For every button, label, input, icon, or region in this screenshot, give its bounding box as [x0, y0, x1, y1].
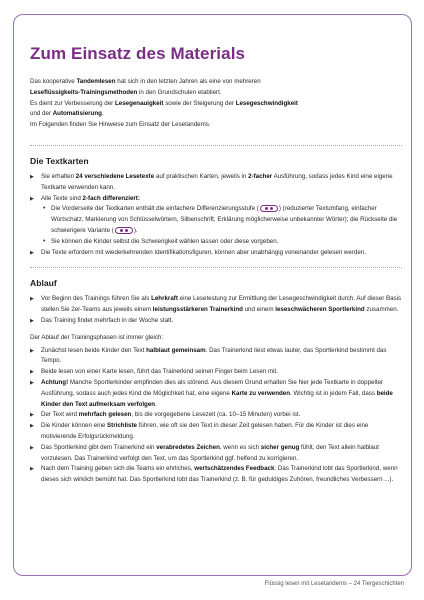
list-item: ▶ Der Text wird mehrfach gelesen, bis die vorgegebene Lesezeit (ca. 10–15 Minuten) vorbei ist.: [30, 410, 402, 421]
differentiation-sublist: [41, 204, 402, 247]
list-item: ▶ Vor Beginn des Trainings führen Sie als Lehrkraft eine Lesetestung zur Ermittlung der Lesegeschwindigkeit durch. Auf dieser Basis stellen Sie 2er-Teams aus jeweils einem leistungsstärkeren Trainerkind und einem leseschwächeren Sportlerkind zusammen.: [30, 294, 402, 316]
page-content: [30, 30, 402, 486]
list-item: ▶ Alle Texte sind 2-fach differenziert: • Die Vorderseite der Textkarten enthält die einfachere Differenzierungsstufe ( ) (reduzierter Textumfang, einfacher Wortschatz, Markierung von Schlüsselwörtern, Silbenschrift, Erklärung möglicherweise unbekannter Wörter); die Rückseite die schwierigere Variante ( ). • Sie können die Kinder selbst die Schwierigkeit wählen lassen oder diese vorgeben.: [30, 194, 402, 248]
list-item: ▶ Das Sportlerkind gibt dem Trainerkind ein verabredetes Zeichen, wenn es sich sicher genug fühlt, den Text allein halblaut vorzulesen. Das Trainerkind verfolgt den Text, um das Sportlerkind ggf. helfend zu korrigieren.: [30, 443, 402, 465]
list-item: ▶ Achtung! Manche Sportlerkinder empfinden dies als störend. Aus diesem Grund erhalten Sie hier jede Textkarte in doppelter Ausführung, sodass auch jedes Kind die Möglichkeit hat, eine eigene Karte zu verwenden. Wichtig ist in jedem Fall, dass beide Kinder den Text aufmerksam verfolgen.: [30, 378, 402, 410]
intro-paragraph: Das kooperative Tandemlesen hat sich in den letzten Jahren als eine von mehreren Leseflüssigkeits-Trainingsmethoden in den Grundschulen etabliert. Es dient zur Verbesserung der Lesegenauigkeit sowie der Steigerung der Lesegeschwindigkeit und der Automatisierung. Im Folgenden finden Sie Hinweise zum Einsatz der Lesetandems.: [30, 78, 298, 129]
level-hard-icon: [115, 227, 133, 234]
ablauf-list: [30, 294, 402, 326]
list-item: ▶ Sie erhalten 24 verschiedene Lesetexte auf praktischen Karten, jeweils in 2-facher Ausführung, sodass jedes Kind eine eigene Textkarte verwenden kann.: [30, 172, 402, 194]
list-item: • Die Vorderseite der Textkarten enthält die einfachere Differenzierungsstufe ( ) (reduzierter Textumfang, einfacher Wortschatz, Markierung von Schlüsselwörtern, Silbenschrift, Erklärung möglicherweise unbekannter Wörter); die Rückseite die schwierigere Variante ( ).: [41, 204, 402, 236]
list-item: ▶ Beide lesen von einer Karte lesen, führt das Trainerkind seinen Finger beim Lesen mit.: [30, 367, 402, 378]
list-item: • Sie können die Kinder selbst die Schwierigkeit wählen lassen oder diese vorgeben.: [41, 237, 402, 248]
section-divider: [30, 267, 402, 268]
list-item: ▶ Die Kinder können eine Strichliste führen, wie oft sie den Text in dieser Zeit gelesen haben. Für die Kinder ist dies eine motivierende Erfolgsrückmeldung.: [30, 421, 402, 443]
page-title: Zum Einsatz des Materials: [30, 44, 246, 63]
steps-intro: Der Ablauf der Trainingsphasen ist immer gleich:: [30, 333, 164, 341]
list-item: ▶ Zunächst lesen beide Kinder den Text halblaut gemeinsam. Das Trainerkind liest etwas lauter, das Sportlerkind bestimmt das Tempo.: [30, 346, 402, 368]
textkarten-list: [30, 172, 402, 258]
list-item: ▶ Nach dem Training geben sich die Teams ein ehrliches, wertschätzendes Feedback: Das Trainerkind lobt das Sportlerkind, wenn dieses sich wirklich bemüht hat. Das Sportlerkind lobt das Trainerkind (z. B. für geduldiges Zuhören, freundliches Verbessern ...).: [30, 464, 402, 486]
section-divider: [30, 145, 402, 146]
steps-list: [30, 346, 402, 486]
level-easy-icon: [260, 205, 278, 212]
section-heading-textkarten: Die Textkarten: [30, 155, 89, 166]
list-item: ▶ Das Training findet mehrfach in der Woche statt.: [30, 316, 402, 327]
section-heading-ablauf: Ablauf: [30, 278, 57, 289]
list-item: ▶ Die Texte erfordern mit wiederkehrenden Identifikationsfiguren, können aber unabhängig voneinander gelesen werden.: [30, 248, 402, 259]
page-footer: Flüssig lesen mit Lesetandems – 24 Tiergeschichten: [264, 581, 404, 587]
